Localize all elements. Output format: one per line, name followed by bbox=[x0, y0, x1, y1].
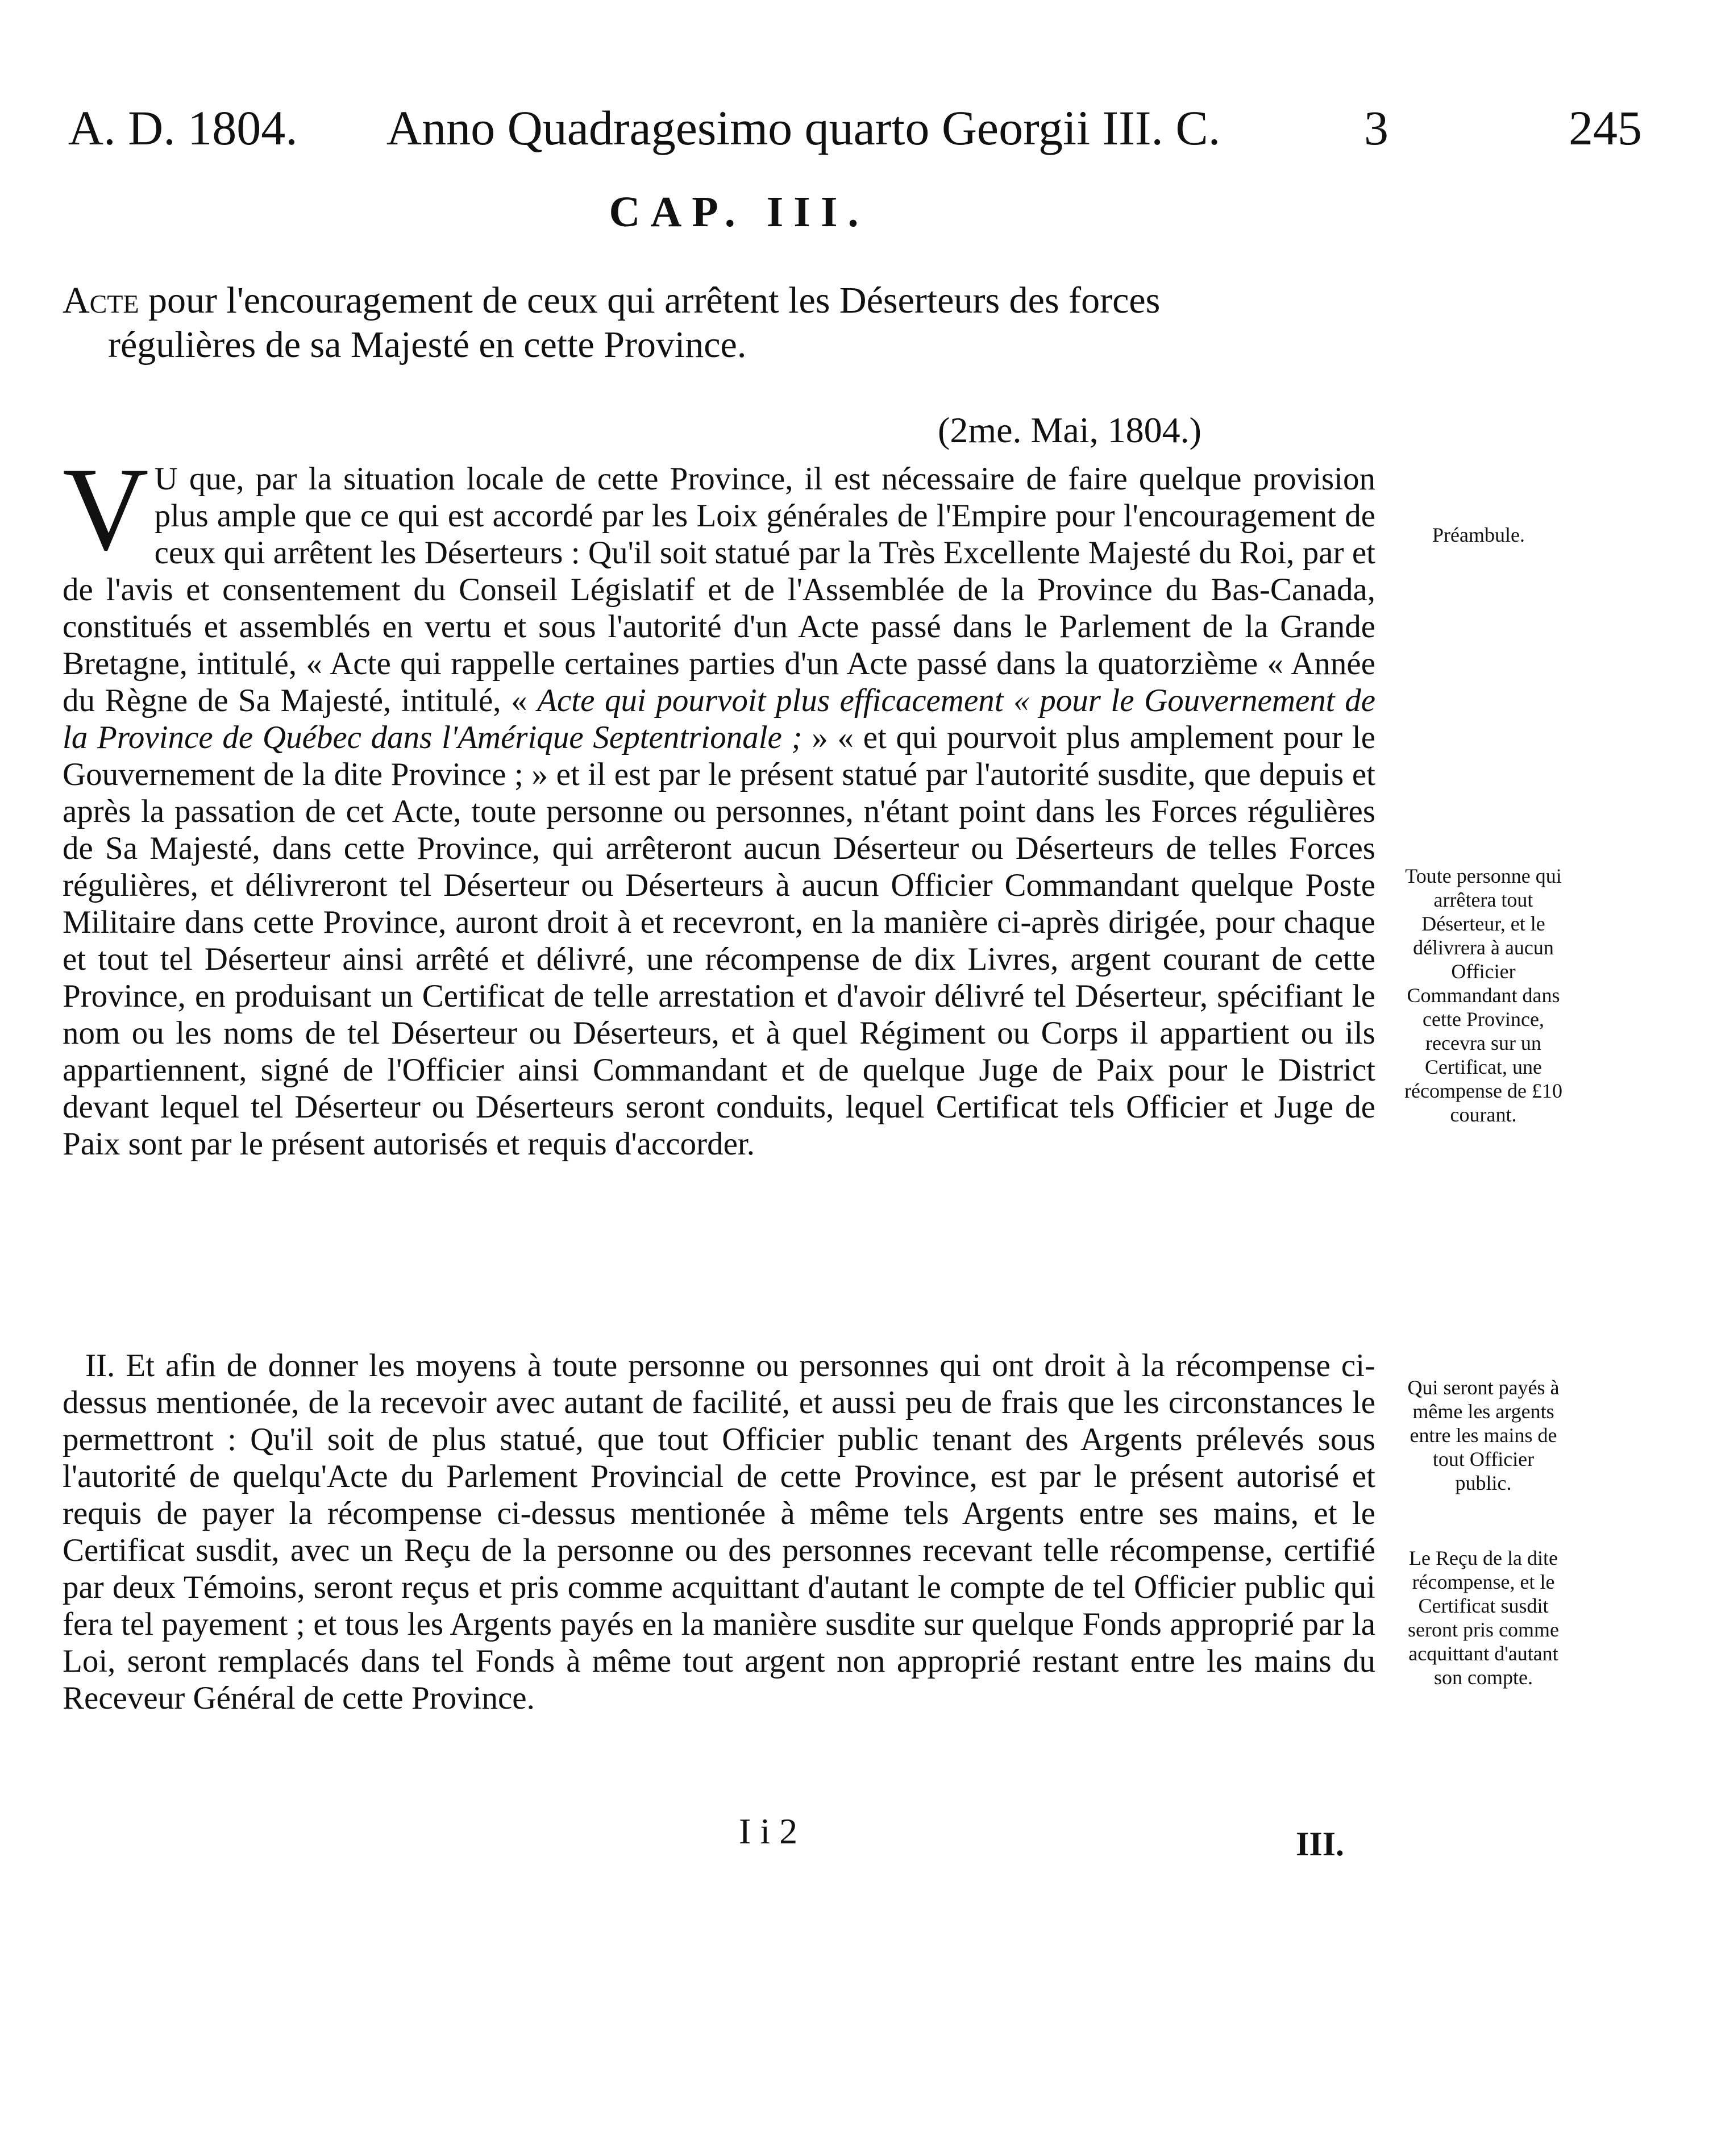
running-header bbox=[68, 97, 1642, 171]
section-number: II. bbox=[85, 1348, 115, 1384]
header-year: A. D. 1804. bbox=[68, 101, 298, 155]
chapter-heading: CAP. III. bbox=[609, 188, 869, 236]
act-title bbox=[63, 279, 1387, 367]
paragraph1-text-a: U que, par la situation locale de cette Province, il est nécessaire de faire quelque provision plus ample que ce qui est accordé par les Loix générales de l'Empire pour l'encouragement de ceux qui arrêtent les Déserteurs : Qu'il soit statué par la Très Excellente Majesté du Roi, par et de l'avis et consentement du Conseil Législatif et de l'Assemblée de la Province du Bas-Canada, constitués et assemblés en vertu et sous l'autorité d'un Acte passé dans le Parlement de la Grande Bretagne, intitulé, « Acte qui rappelle certaines parties d'un Acte passé dans la quatorzième « Année du Règne de Sa Majesté, intitulé, « bbox=[63, 461, 1375, 718]
act-title-first-word: Acte bbox=[63, 280, 139, 321]
catchword: III. bbox=[1296, 1825, 1345, 1863]
margin-note-preamble: Préambule. bbox=[1432, 524, 1525, 546]
act-title-line2: régulières de sa Majesté en cette Province. bbox=[108, 324, 747, 365]
paragraph1-text-b: » « et qui pourvoit plus amplement pour le Gouvernement de la dite Province ; » et il est par le présent statué par l'autorité susdite, que depuis et après la passation de cet Acte, toute personne ou personnes, n'étant point dans les Forces régulières de Sa Majesté, dans cette Province, qui arrêteront aucun Déserteur ou Déserteurs de telles Forces régulières, et délivreront tel Déserteur ou Déserteurs à aucun Officier Commandant quelque Poste Militaire dans cette Province, auront droit à et recevront, en la manière ci-après dirigée, pour chaque et tout tel Déserteur ainsi arrêté et délivré, une récompense de dix Livres, argent courant de cette Province, en produisant un Certificat de telle arrestation et d'avoir délivré tel Déserteur, spécifiant le nom ou les noms de tel Déserteur ou Déserteurs, et à quel Régiment ou Corps il appartient ou ils appartiennent, signé de l'Officier ainsi Commandant et de quelque Juge de Paix pour le District devant lequel tel Déserteur ou Déserteurs seront conduits, lequel Certificat tels Officier et Juge de Paix sont par le présent autorisés et requis d'accorder. bbox=[63, 720, 1375, 1162]
header-running-title: Anno Quadragesimo quarto Georgii III. C. bbox=[386, 101, 1221, 155]
act-title-line1: pour l'encouragement de ceux qui arrêtent les Déserteurs des forces bbox=[148, 280, 1161, 321]
margin-note-receipt: Le Reçu de la dite récompense, et le Certificat susdit seront pris comme acquittant d'autant son compte. bbox=[1408, 1547, 1559, 1689]
margin-note-payment: Qui seront payés à même les argents entre les mains de tout Officier public. bbox=[1407, 1376, 1560, 1494]
paragraph1-italic-title: Acte qui pourvoit plus efficacement « pour le Gouvernement de la Province de Québec dans l'Amérique Septentrionale ; bbox=[63, 683, 1375, 755]
act-date: (2me. Mai, 1804.) bbox=[938, 410, 1201, 450]
preamble-paragraph bbox=[63, 443, 1375, 1162]
signature-mark: I i 2 bbox=[739, 1811, 798, 1851]
page-number: 245 bbox=[1569, 101, 1642, 155]
drop-capital: V bbox=[63, 443, 149, 575]
section-two-paragraph bbox=[63, 1347, 1375, 1717]
header-chapter-number: 3 bbox=[1364, 101, 1388, 155]
section-two-text: Et afin de donner les moyens à toute personne ou personnes qui ont droit à la récompense ci-dessus mentionée, de la recevoir avec autant de facilité, et aussi peu de frais que les circonstances le permettront : Qu'il soit de plus statué, que tout Officier public tenant des Argents prélevés sous l'autorité de quelqu'Acte du Parlement Provincial de cette Province, est par le présent autorisé et requis de payer la récompense ci-dessus mentionée à même tels Argents entre ses mains, et le Certificat susdit, avec un Reçu de la personne ou des personnes recevant telle récompense, certifié par deux Témoins, seront reçus et pris comme acquittant d'autant le compte de tel Officier public qui fera tel payement ; et tous les Argents payés en la manière susdite sur quelque Fonds approprié par la Loi, seront remplacés dans tel Fonds à même tout argent non approprié restant entre les mains du Receveur Général de cette Province. bbox=[63, 1348, 1376, 1716]
margin-note-reward: Toute personne qui arrêtera tout Déserteur, et le délivrera à aucun Officier Commandant dans cette Province, recevra sur un Certificat, une récompense de £10 courant. bbox=[1404, 865, 1562, 1126]
